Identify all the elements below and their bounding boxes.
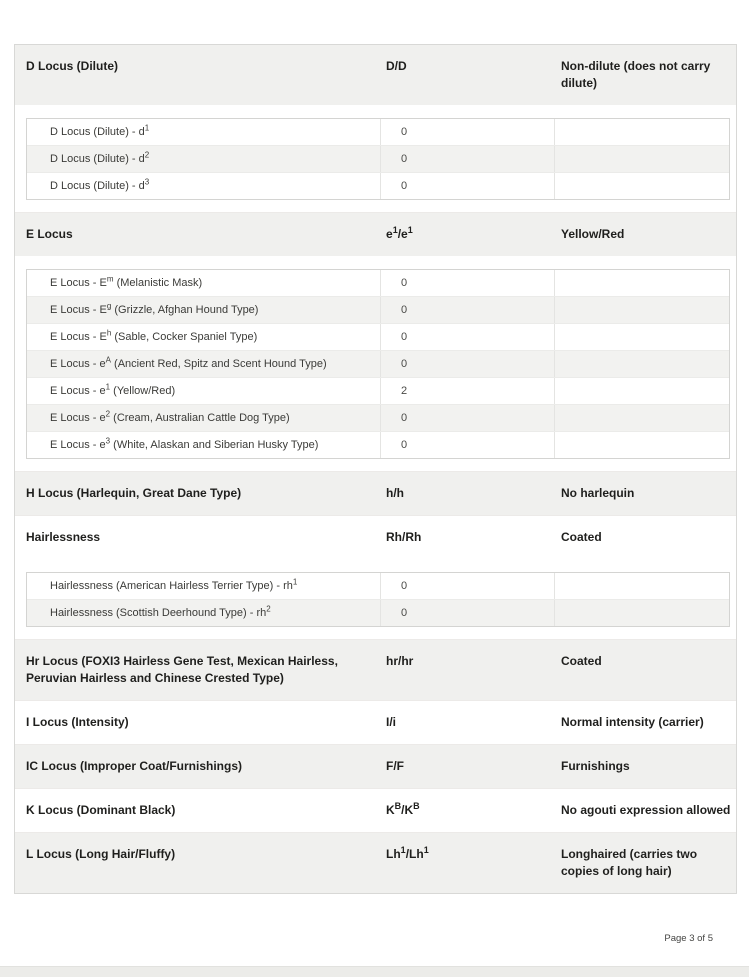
variant-name: Hairlessness (Scottish Deerhound Type) - $rh^2$	[50, 604, 271, 619]
superscript-allele: 1	[400, 845, 406, 855]
locus-name: D Locus (Dilute)	[26, 59, 118, 73]
locus-header-row	[15, 744, 736, 788]
locus-name: IC Locus (Improper Coat/Furnishings)	[26, 759, 243, 773]
locus-genotype: I/i	[386, 715, 397, 729]
variant-row	[27, 377, 729, 404]
variant-row	[27, 145, 729, 172]
locus-result: Longhaired (carries two copies of long hair)	[561, 847, 698, 878]
variant-empty-cell	[554, 405, 729, 431]
variant-count: 0	[380, 270, 554, 296]
superscript-allele: 3	[144, 177, 150, 187]
superscript-allele: A	[105, 355, 111, 365]
locus-name: Hairlessness	[26, 530, 101, 544]
locus-name: H Locus (Harlequin, Great Dane Type)	[26, 486, 242, 500]
locus-result: No harlequin	[561, 486, 635, 500]
superscript-allele: h	[106, 328, 112, 338]
locus-result: Normal intensity (carrier)	[561, 715, 704, 729]
variant-count: 0	[380, 405, 554, 431]
variant-table	[26, 118, 730, 200]
variant-table	[26, 269, 730, 459]
superscript-allele: g	[106, 301, 112, 311]
variant-row	[27, 323, 729, 350]
locus-name: K Locus (Dominant Black)	[26, 803, 176, 817]
variant-table-row	[15, 105, 736, 212]
superscript-allele: 2	[105, 409, 111, 419]
locus-header-row	[15, 832, 736, 893]
variant-count: 0	[380, 324, 554, 350]
variant-row	[27, 404, 729, 431]
variant-empty-cell	[554, 351, 729, 377]
locus-header-row	[15, 212, 736, 256]
superscript-allele: 2	[144, 150, 150, 160]
variant-empty-cell	[554, 573, 729, 599]
variant-empty-cell	[554, 600, 729, 626]
locus-result: Coated	[561, 530, 602, 544]
superscript-allele: 1	[105, 382, 111, 392]
superscript-allele: 2	[266, 604, 271, 614]
locus-name: E Locus	[26, 227, 73, 241]
variant-empty-cell	[554, 378, 729, 404]
variant-row	[27, 172, 729, 199]
variant-name: E Locus - $E^h$ (Sable, Cocker Spaniel Type)	[50, 328, 258, 343]
variant-row	[27, 350, 729, 377]
variant-name: D Locus (Dilute) - $d^2$	[50, 150, 150, 165]
variant-count: 2	[380, 378, 554, 404]
variant-table-row	[15, 559, 736, 639]
superscript-allele: 1	[423, 845, 429, 855]
variant-count: 0	[380, 297, 554, 323]
variant-name: E Locus - $e^A$ (Ancient Red, Spitz and Scent Hound Type)	[50, 355, 327, 370]
locus-result: Furnishings	[561, 759, 630, 773]
variant-row	[27, 119, 729, 145]
variant-row	[27, 599, 729, 626]
variant-name: D Locus (Dilute) - $d^1$	[50, 123, 150, 138]
locus-genotype: $K^B/K^B$	[386, 801, 420, 817]
locus-result: No agouti expression allowed	[561, 803, 731, 817]
variant-name: E Locus - $e^3$ (White, Alaskan and Siberian Husky Type)	[50, 436, 319, 451]
locus-result: Yellow/Red	[561, 227, 625, 241]
superscript-allele: 1	[392, 225, 398, 235]
superscript-allele: B	[413, 801, 420, 811]
locus-header-row	[15, 788, 736, 832]
variant-empty-cell	[554, 297, 729, 323]
locus-genotype: Rh/Rh	[386, 530, 422, 544]
locus-result: Coated	[561, 654, 602, 668]
locus-header-row	[15, 700, 736, 744]
variant-row	[27, 270, 729, 296]
variant-empty-cell	[554, 173, 729, 199]
variant-empty-cell	[554, 270, 729, 296]
locus-header-row	[15, 639, 736, 700]
genetics-results-table	[14, 44, 737, 894]
variant-count: 0	[380, 432, 554, 458]
locus-genotype: hr/hr	[386, 654, 414, 668]
variant-name: D Locus (Dilute) - $d^3$	[50, 177, 150, 192]
variant-name: E Locus - $e^2$ (Cream, Australian Cattle Dog Type)	[50, 409, 290, 424]
variant-empty-cell	[554, 146, 729, 172]
superscript-allele: 1	[407, 225, 413, 235]
variant-row	[27, 296, 729, 323]
variant-empty-cell	[554, 324, 729, 350]
variant-count: 0	[380, 351, 554, 377]
variant-count: 0	[380, 600, 554, 626]
superscript-allele: 1	[292, 577, 298, 587]
page-gap-strip	[0, 966, 749, 977]
locus-result: Non-dilute (does not carry dilute)	[561, 59, 711, 90]
locus-genotype: $e^1/e^1$	[386, 225, 413, 241]
variant-empty-cell	[554, 432, 729, 458]
variant-table	[26, 572, 730, 627]
locus-header-row	[15, 515, 736, 559]
variant-count: 0	[380, 573, 554, 599]
variant-count: 0	[380, 146, 554, 172]
locus-genotype: h/h	[386, 486, 404, 500]
variant-name: E Locus - $E^g$ (Grizzle, Afghan Hound Type)	[50, 301, 259, 316]
variant-name: E Locus - $E^m$ (Melanistic Mask)	[50, 274, 203, 289]
locus-genotype: Lh$^1$/Lh$^1$	[386, 845, 429, 861]
superscript-allele: 1	[144, 123, 150, 133]
variant-row	[27, 573, 729, 599]
locus-genotype: F/F	[386, 759, 404, 773]
variant-empty-cell	[554, 119, 729, 145]
locus-genotype: D/D	[386, 59, 407, 73]
locus-header-row	[15, 45, 736, 105]
variant-count: 0	[380, 173, 554, 199]
variant-count: 0	[380, 119, 554, 145]
variant-table-row	[15, 256, 736, 471]
locus-name: Hr Locus (FOXI3 Hairless Gene Test, Mexican Hairless, Peruvian Hairless and Chinese Crested Type)	[26, 654, 338, 685]
variant-name: E Locus - $e^1$ (Yellow/Red)	[50, 382, 176, 397]
page-number: Page 3 of 5	[664, 933, 713, 944]
locus-header-row	[15, 471, 736, 515]
superscript-allele: 3	[105, 436, 111, 446]
locus-name: L Locus (Long Hair/Fluffy)	[26, 847, 176, 861]
variant-row	[27, 431, 729, 458]
variant-name: Hairlessness (American Hairless Terrier Type) - $rh^1$	[50, 577, 298, 592]
superscript-allele: B	[394, 801, 402, 811]
locus-name: I Locus (Intensity)	[26, 715, 129, 729]
superscript-allele: m	[106, 274, 114, 284]
